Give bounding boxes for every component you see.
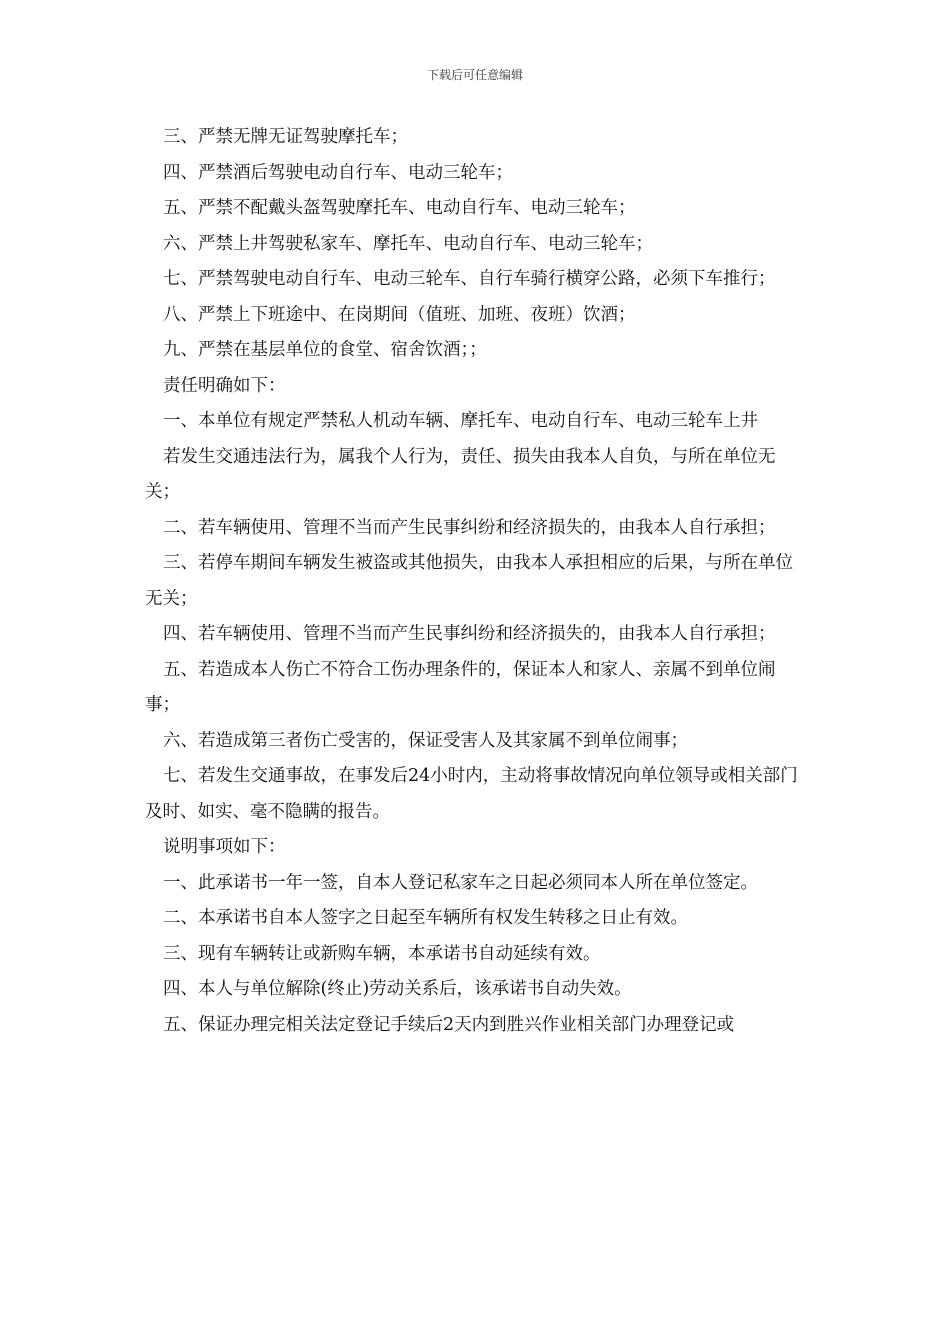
- paragraph: 五、保证办理完相关法定登记手续后2天内到胜兴作业相关部门办理登记或: [163, 1014, 735, 1035]
- paragraph: 八、严禁上下班途中、在岗期间（值班、加班、夜班）饮酒；: [163, 304, 636, 325]
- header-note: 下载后可任意编辑: [426, 68, 523, 82]
- paragraph: 三、严禁无牌无证驾驶摩托车；: [163, 127, 408, 147]
- paragraph: 一、此承诺书一年一签，自本人登记私家车之日起必须同本人所在单位签定。: [163, 872, 758, 893]
- paragraph: 四、本人与单位解除(终止)劳动关系后，该承诺书自动失效。: [163, 979, 632, 999]
- paragraph: 二、本承诺书自本人签字之日起至车辆所有权发生转移之日止有效。: [163, 908, 688, 928]
- section-heading: 说明事项如下：: [163, 837, 286, 857]
- paragraph: 三、现有车辆转让或新购车辆，本承诺书自动延续有效。: [163, 943, 601, 964]
- document-body: [145, 120, 810, 1043]
- paragraph: 七、若发生交通事故，在事发后24小时内，主动将事故情况向单位领导或相关部门及时、如实、毫不隐瞒的报告。: [145, 766, 798, 822]
- paragraph: 若发生交通违法行为，属我个人行为，责任、损失由我本人自负，与所在单位无关；: [145, 446, 776, 502]
- paragraph: 五、严禁不配戴头盔驾驶摩托车、电动自行车、电动三轮车；: [163, 198, 636, 218]
- paragraph: 四、若车辆使用、管理不当而产生民事纠纷和经济损失的，由我本人自行承担；: [163, 624, 776, 644]
- paragraph: 三、若停车期间车辆发生被盗或其他损失，由我本人承担相应的后果，与所在单位无关；: [145, 553, 793, 609]
- paragraph: 六、严禁上井驾驶私家车、摩托车、电动自行车、电动三轮车；: [163, 233, 653, 254]
- paragraph: 一、本单位有规定严禁私人机动车辆、摩托车、电动自行车、电动三轮车上井: [163, 411, 758, 431]
- paragraph: 五、若造成本人伤亡不符合工伤办理条件的，保证本人和家人、亲属不到单位闹事；: [145, 659, 776, 715]
- paragraph: 四、严禁酒后驾驶电动自行车、电动三轮车；: [163, 162, 513, 183]
- paragraph: 二、若车辆使用、管理不当而产生民事纠纷和经济损失的，由我本人自行承担；: [163, 517, 776, 538]
- paragraph: 九、严禁在基层单位的食堂、宿舍饮酒；；: [163, 340, 487, 360]
- paragraph: 六、若造成第三者伤亡受害的，保证受害人及其家属不到单位闹事；: [163, 730, 688, 751]
- section-heading: 责任明确如下：: [163, 375, 286, 396]
- paragraph: 七、严禁驾驶电动自行车、电动三轮车、自行车骑行横穿公路，必须下车推行；: [163, 269, 776, 289]
